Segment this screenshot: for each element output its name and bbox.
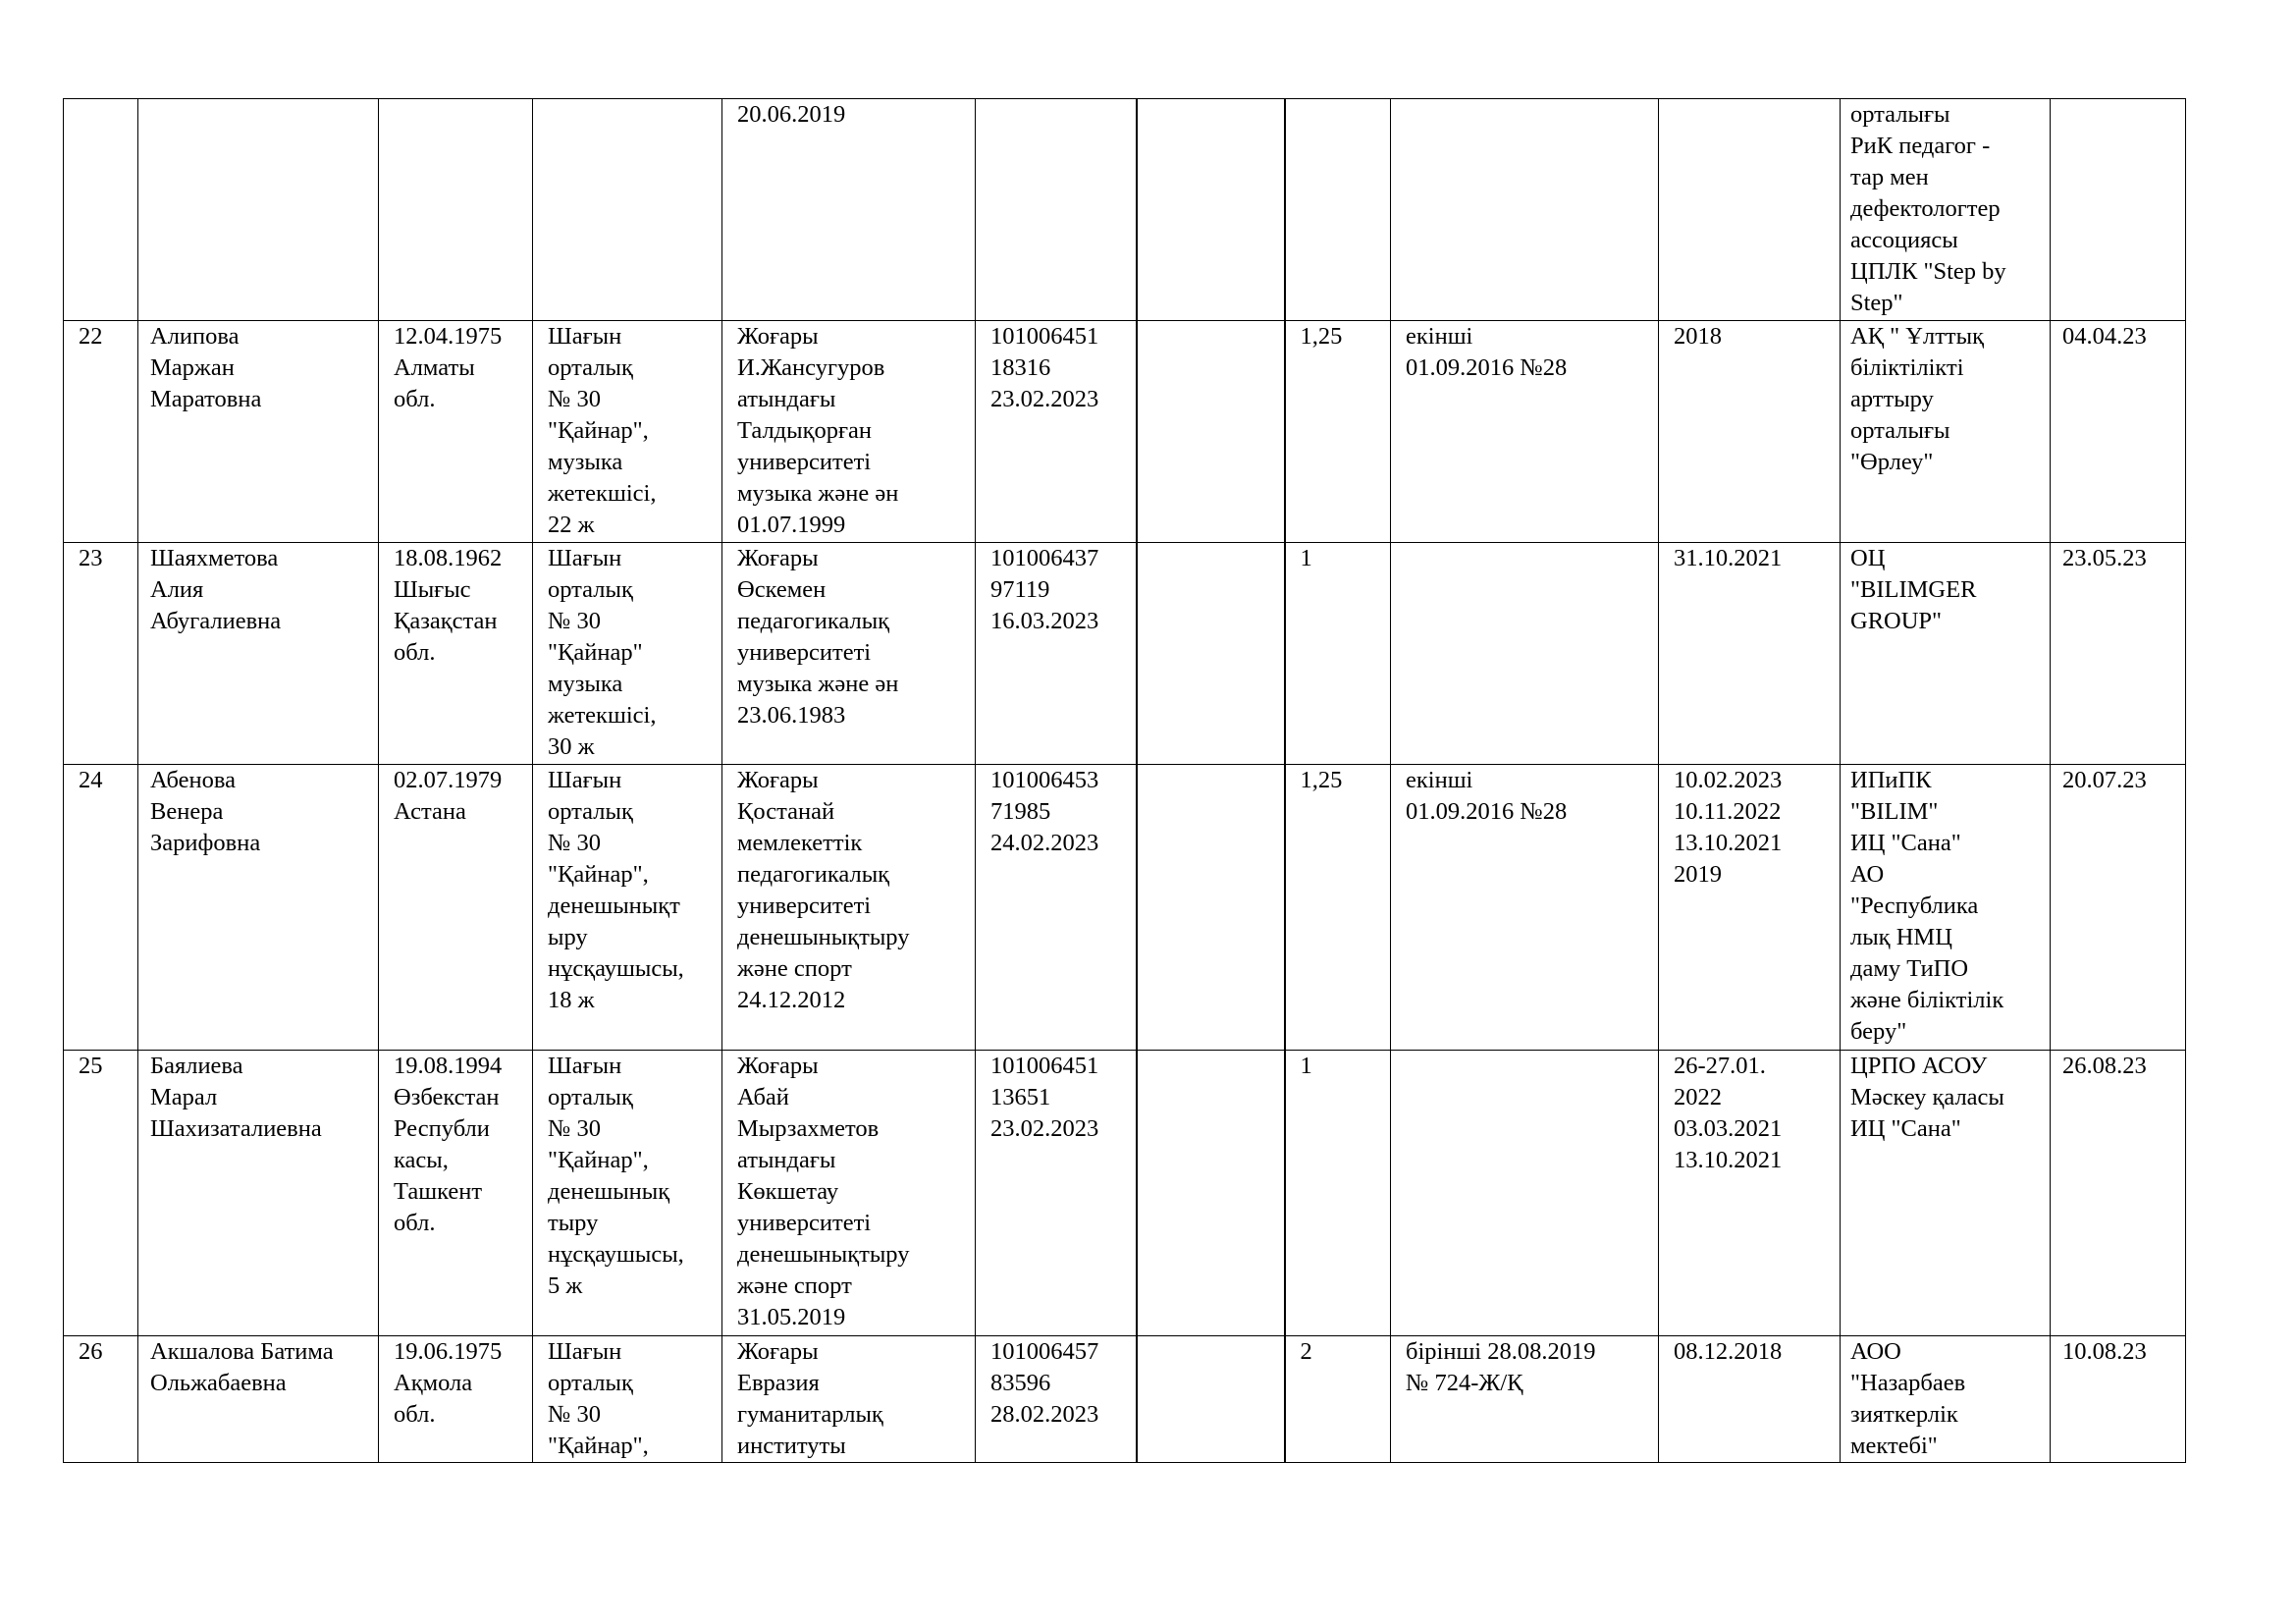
number-cell <box>64 99 138 321</box>
education-cell: Жоғары Қостанай мемлекеттік педагогикалық университеті денешынықтыру және спорт 24.12.2012 <box>722 765 976 1051</box>
position-cell: Шағын орталық № 30 "Қайнар", <box>533 1336 722 1463</box>
empty-cell <box>1137 1336 1285 1463</box>
number-cell: 25 <box>64 1051 138 1336</box>
empty-cell <box>1137 543 1285 765</box>
document-cell: 101006437 97119 16.03.2023 <box>976 543 1137 765</box>
empty-cell <box>1137 99 1285 321</box>
position-cell: Шағын орталық № 30 "Қайнар", денешынық тыру нұсқаушысы, 5 ж <box>533 1051 722 1336</box>
continuation-row <box>64 99 2186 321</box>
date-cell: 26.08.23 <box>2051 1051 2186 1336</box>
birth-cell: 02.07.1979 Астана <box>379 765 533 1051</box>
category-cell <box>1391 543 1659 765</box>
category-cell <box>1391 99 1659 321</box>
document-cell: 101006451 13651 23.02.2023 <box>976 1051 1137 1336</box>
education-cell: Жоғары Өскемен педагогикалық университеті музыка және ән 23.06.1983 <box>722 543 976 765</box>
date-cell <box>2051 99 2186 321</box>
document-cell: 101006453 71985 24.02.2023 <box>976 765 1137 1051</box>
empty-cell <box>1137 765 1285 1051</box>
training-date-cell <box>1659 99 1841 321</box>
training-date-cell: 31.10.2021 <box>1659 543 1841 765</box>
number-cell: 24 <box>64 765 138 1051</box>
document-cell: 101006451 18316 23.02.2023 <box>976 321 1137 543</box>
birth-cell <box>379 99 533 321</box>
number-cell: 23 <box>64 543 138 765</box>
rate-cell: 2 <box>1285 1336 1391 1463</box>
category-cell: екінші 01.09.2016 №28 <box>1391 321 1659 543</box>
date-cell: 10.08.23 <box>2051 1336 2186 1463</box>
education-cell: Жоғары Абай Мырзахметов атындағы Көкшетау университеті денешынықтыру және спорт 31.05.2019 <box>722 1051 976 1336</box>
training-org-cell: АҚ " Ұлттық біліктілікті арттыру орталығы "Өрлеу" <box>1841 321 2051 543</box>
document-cell: 101006457 83596 28.02.2023 <box>976 1336 1137 1463</box>
training-org-cell: ИПиПК "BILIM" ИЦ "Сана" АО "Республика лық НМЦ даму ТиПО және біліктілік беру" <box>1841 765 2051 1051</box>
training-date-cell: 26-27.01. 2022 03.03.2021 13.10.2021 <box>1659 1051 1841 1336</box>
education-cell: 20.06.2019 <box>722 99 976 321</box>
name-cell: Акшалова Батима Ольжабаевна <box>138 1336 379 1463</box>
education-cell: Жоғары Евразия гуманитарлық институты <box>722 1336 976 1463</box>
table-row <box>64 321 2186 543</box>
birth-cell: 18.08.1962 Шығыс Қазақстан обл. <box>379 543 533 765</box>
rate-cell: 1 <box>1285 543 1391 765</box>
rate-cell: 1,25 <box>1285 765 1391 1051</box>
rate-cell: 1 <box>1285 1051 1391 1336</box>
birth-cell: 19.08.1994 Өзбекстан Республи касы, Ташкент обл. <box>379 1051 533 1336</box>
position-cell <box>533 99 722 321</box>
name-cell: Баялиева Марал Шахизаталиевна <box>138 1051 379 1336</box>
date-cell: 20.07.23 <box>2051 765 2186 1051</box>
position-cell: Шағын орталық № 30 "Қайнар" музыка жетекшісі, 30 ж <box>533 543 722 765</box>
category-cell: екінші 01.09.2016 №28 <box>1391 765 1659 1051</box>
birth-cell: 19.06.1975 Ақмола обл. <box>379 1336 533 1463</box>
date-cell: 23.05.23 <box>2051 543 2186 765</box>
table-row <box>64 765 2186 1051</box>
name-cell: Шаяхметова Алия Абугалиевна <box>138 543 379 765</box>
name-cell <box>138 99 379 321</box>
staff-data-table <box>63 98 2186 1463</box>
name-cell: Алипова Маржан Маратовна <box>138 321 379 543</box>
date-cell: 04.04.23 <box>2051 321 2186 543</box>
training-org-cell: АОО "Назарбаев зияткерлік мектебі" <box>1841 1336 2051 1463</box>
training-date-cell: 08.12.2018 <box>1659 1336 1841 1463</box>
category-cell <box>1391 1051 1659 1336</box>
table-row <box>64 1336 2186 1463</box>
table-row <box>64 543 2186 765</box>
training-org-cell: ЦРПО АСОУ Мәскеу қаласы ИЦ "Сана" <box>1841 1051 2051 1336</box>
training-date-cell: 2018 <box>1659 321 1841 543</box>
empty-cell <box>1137 1051 1285 1336</box>
education-cell: Жоғары И.Жансугуров атындағы Талдықорған университеті музыка және ән 01.07.1999 <box>722 321 976 543</box>
training-org-cell: ОЦ "BILIMGER GROUP" <box>1841 543 2051 765</box>
training-org-cell: орталығы РиК педагог - тар мен дефектологтер ассоциясы ЦПЛК "Step by Step" <box>1841 99 2051 321</box>
number-cell: 26 <box>64 1336 138 1463</box>
birth-cell: 12.04.1975 Алматы обл. <box>379 321 533 543</box>
category-cell: бірінші 28.08.2019 № 724-Ж/Қ <box>1391 1336 1659 1463</box>
number-cell: 22 <box>64 321 138 543</box>
training-date-cell: 10.02.2023 10.11.2022 13.10.2021 2019 <box>1659 765 1841 1051</box>
rate-cell: 1,25 <box>1285 321 1391 543</box>
document-cell <box>976 99 1137 321</box>
table-row <box>64 1051 2186 1336</box>
position-cell: Шағын орталық № 30 "Қайнар", денешынықт ыру нұсқаушысы, 18 ж <box>533 765 722 1051</box>
position-cell: Шағын орталық № 30 "Қайнар", музыка жетекшісі, 22 ж <box>533 321 722 543</box>
rate-cell <box>1285 99 1391 321</box>
empty-cell <box>1137 321 1285 543</box>
name-cell: Абенова Венера Зарифовна <box>138 765 379 1051</box>
